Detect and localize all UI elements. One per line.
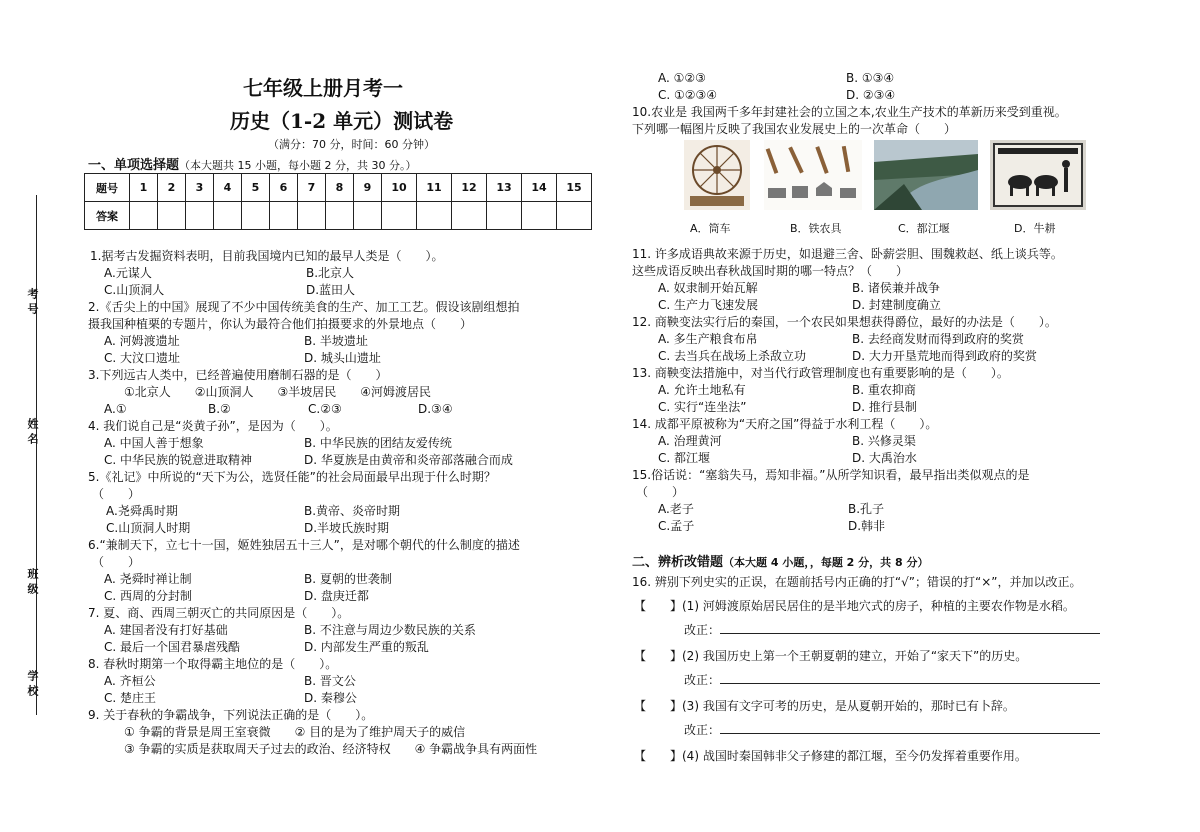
- q6-option-a[interactable]: A. 尧舜时禅让制: [104, 572, 192, 586]
- question-10-stem: 10.农业是 我国两千多年封建社会的立国之本,农业生产技术的革新历来受到重视。: [632, 105, 1067, 119]
- q16-correction-label-2: 改正：: [684, 673, 721, 687]
- q16-correction-line-1[interactable]: [720, 633, 1100, 634]
- label-exam-number: 考 号: [26, 288, 39, 314]
- q7-option-c[interactable]: C. 最后一个国君暴虐残酷: [104, 640, 241, 654]
- qnum-cell: 7: [298, 174, 326, 202]
- q14-option-a[interactable]: A. 治理黄河: [658, 434, 722, 448]
- question-15-stem: 15.俗话说：“塞翁失马，焉知非福。”从所学知识看，最早指出类似观点的是: [632, 468, 1030, 482]
- answer-cell[interactable]: [214, 202, 242, 230]
- q9-option-b[interactable]: B. ①③④: [846, 71, 895, 85]
- label-class: 班 级: [26, 568, 39, 594]
- answer-cell[interactable]: [417, 202, 452, 230]
- q10-option-d[interactable]: D．牛耕: [1014, 222, 1056, 235]
- section1-note: （本大题共 15 小题，每小题 2 分，共 30 分。）: [179, 159, 417, 172]
- answer-cell[interactable]: [298, 202, 326, 230]
- answer-cell[interactable]: [242, 202, 270, 230]
- question-6-stem: 6.“兼制天下，立七十一国，姬姓独居五十三人”，是对哪个朝代的什么制度的描述: [88, 538, 520, 552]
- question-3-stem-2: ①北京人 ②山顶洞人 ③半坡居民 ④河姆渡居民: [124, 385, 432, 399]
- q14-option-b[interactable]: B. 兴修灵渠: [852, 434, 916, 448]
- q12-option-a[interactable]: A. 多生产粮食布帛: [658, 332, 758, 346]
- question-4-stem: 4. 我们说自己是“炎黄子孙”，是因为（ ）。: [88, 419, 338, 433]
- q11-option-d[interactable]: D. 封建制度确立: [852, 298, 941, 312]
- q16-item-1: 【 】(1) 河姆渡原始居民居住的是半地穴式的房子，种植的主要农作物是水稻。: [634, 599, 1075, 613]
- question-9-stem-2: ① 争霸的背景是周王室衰微 ② 目的是为了维护周天子的威信: [124, 725, 466, 739]
- q3-option-d[interactable]: D.③④: [418, 402, 453, 416]
- label-name: 姓 名: [26, 418, 39, 444]
- answer-cell[interactable]: [487, 202, 522, 230]
- question-8-stem: 8. 春秋时期第一个取得霸主地位的是（ ）。: [88, 657, 338, 671]
- question-15-stem-2: （ ）: [636, 485, 685, 499]
- question-9-stem: 9. 关于春秋的争霸战争，下列说法正确的是（ ）。: [88, 708, 374, 722]
- qnum-cell: 10: [382, 174, 417, 202]
- answer-cell[interactable]: [382, 202, 417, 230]
- binding-line: [36, 195, 37, 715]
- qnum-cell: 12: [452, 174, 487, 202]
- q8-option-b[interactable]: B. 晋文公: [304, 674, 356, 688]
- section1-title: 一、单项选择题: [88, 158, 180, 173]
- question-12-stem: 12. 商鞅变法实行后的秦国，一个农民如果想获得爵位，最好的办法是（ ）。: [632, 315, 1057, 329]
- q15-option-b[interactable]: B.孔子: [848, 502, 885, 516]
- q4-option-d[interactable]: D. 华夏族是由黄帝和炎帝部落融合而成: [304, 453, 513, 467]
- answer-table: [84, 173, 592, 230]
- q9-option-d[interactable]: D. ②③④: [846, 88, 896, 102]
- dujiangyan-photo-icon: [874, 140, 978, 210]
- q5-option-c[interactable]: C.山顶洞人时期: [106, 521, 191, 535]
- q14-option-d[interactable]: D. 大禹治水: [852, 451, 917, 465]
- q12-option-d[interactable]: D. 大力开垦荒地而得到政府的奖赏: [852, 349, 1037, 363]
- question-10-stem-2: 下列哪一幅图片反映了我国农业发展史上的一次革命（ ）: [632, 122, 957, 136]
- q7-option-d[interactable]: D. 内部发生严重的叛乱: [304, 640, 429, 654]
- q5-option-d[interactable]: D.半坡氏族时期: [304, 521, 390, 535]
- q16-item-2: 【 】(2) 我国历史上第一个王朝夏朝的建立，开始了“家天下”的历史。: [634, 649, 1028, 663]
- q13-option-a[interactable]: A. 允许土地私有: [658, 383, 746, 397]
- q13-option-b[interactable]: B. 重农抑商: [852, 383, 916, 397]
- q2-option-a[interactable]: A. 河姆渡遗址: [104, 334, 180, 348]
- answer-cell[interactable]: [452, 202, 487, 230]
- q16-correction-label-1: 改正：: [684, 623, 721, 637]
- answer-cell[interactable]: [522, 202, 557, 230]
- qnum-cell: 8: [326, 174, 354, 202]
- q15-option-a[interactable]: A.老子: [658, 502, 694, 516]
- q7-option-b[interactable]: B. 不注意与周边少数民族的关系: [304, 623, 476, 637]
- q3-option-a[interactable]: A.①: [104, 402, 127, 416]
- q6-option-c[interactable]: C. 西周的分封制: [104, 589, 193, 603]
- q9-option-a[interactable]: A. ①②③: [658, 71, 706, 85]
- answer-cell[interactable]: [270, 202, 298, 230]
- exam-meta: （满分：70 分，时间：60 分钟）: [268, 138, 435, 151]
- qnum-cell: 3: [186, 174, 214, 202]
- q7-option-a[interactable]: A. 建国者没有打好基础: [104, 623, 228, 637]
- q6-option-b[interactable]: B. 夏朝的世袭制: [304, 572, 392, 586]
- q1-option-b[interactable]: B.北京人: [306, 266, 355, 280]
- q2-option-c[interactable]: C. 大汶口遗址: [104, 351, 181, 365]
- section2-heading: [632, 551, 928, 570]
- qnum-cell: 9: [354, 174, 382, 202]
- q6-option-d[interactable]: D. 盘庚迁都: [304, 589, 369, 603]
- q5-option-b[interactable]: B.黄帝、炎帝时期: [304, 504, 401, 518]
- q11-option-c[interactable]: C. 生产力飞速发展: [658, 298, 759, 312]
- qnum-cell: 15: [557, 174, 592, 202]
- question-13-stem: 13. 商鞅变法措施中，对当代行政管理制度也有重要影响的是（ ）。: [632, 366, 1009, 380]
- question-11-stem: 11. 许多成语典故来源于历史，如退避三舍、卧薪尝胆、围魏救赵、纸上谈兵等。: [632, 247, 1063, 261]
- answer-cell[interactable]: [557, 202, 592, 230]
- qnum-cell: 2: [158, 174, 186, 202]
- table-answer-label: 答案: [85, 202, 130, 230]
- question-14-stem: 14. 成都平原被称为“天府之国”得益于水利工程（ ）。: [632, 417, 938, 431]
- q3-option-b[interactable]: B.②: [208, 402, 231, 416]
- answer-cell[interactable]: [186, 202, 214, 230]
- q10-option-a[interactable]: A．筒车: [690, 222, 731, 235]
- q16-correction-line-2[interactable]: [720, 683, 1100, 684]
- question-9-stem-3: ③ 争霸的实质是获取周天子过去的政治、经济特权 ④ 争霸战争具有两面性: [124, 742, 538, 756]
- question-16-instruction: 16. 辨别下列史实的正误，在题前括号内正确的打“√”；错误的打“×”，并加以改正。: [632, 575, 1082, 589]
- q10-option-c[interactable]: C．都江堰: [898, 222, 950, 235]
- q15-option-d[interactable]: D.韩非: [848, 519, 886, 533]
- q16-item-4: 【 】(4) 战国时秦国韩非父子修建的都江堰，至今仍发挥着重要作用。: [634, 749, 1027, 763]
- q2-option-b[interactable]: B. 半坡遗址: [304, 334, 368, 348]
- q8-option-a[interactable]: A. 齐桓公: [104, 674, 156, 688]
- question-1-stem: 1.据考古发掘资料表明，目前我国境内已知的最早人类是（ ）。: [90, 249, 444, 263]
- answer-cell[interactable]: [130, 202, 158, 230]
- section1-heading: [88, 154, 417, 173]
- question-5-stem-2: （ ）: [92, 487, 141, 501]
- exam-title-line1: 七年级上册月考一: [243, 76, 403, 100]
- q16-correction-label-3: 改正：: [684, 723, 721, 737]
- q14-option-c[interactable]: C. 都江堰: [658, 451, 711, 465]
- q11-option-a[interactable]: A. 奴隶制开始瓦解: [658, 281, 758, 295]
- label-school: 学 校: [26, 670, 39, 696]
- answer-cell[interactable]: [354, 202, 382, 230]
- q11-option-b[interactable]: B. 诸侯兼并战争: [852, 281, 940, 295]
- question-7-stem: 7. 夏、商、西周三朝灭亡的共同原因是（ ）。: [88, 606, 350, 620]
- q13-option-d[interactable]: D. 推行县制: [852, 400, 917, 414]
- q1-option-c[interactable]: C.山顶洞人: [104, 283, 165, 297]
- question-6-stem-2: （ ）: [92, 555, 141, 569]
- answer-cell[interactable]: [326, 202, 354, 230]
- q1-option-d[interactable]: D.蓝田人: [306, 283, 356, 297]
- q16-item-3: 【 】(3) 我国有文字可考的历史，是从夏朝开始的，那时已有卜辞。: [634, 699, 1015, 713]
- question-11-stem-2: 这些成语反映出春秋战国时期的哪一特点？（ ）: [632, 264, 909, 278]
- section2-title: 二、辨析改错题: [632, 555, 724, 570]
- qnum-cell: 11: [417, 174, 452, 202]
- answer-cell[interactable]: [158, 202, 186, 230]
- q4-option-b[interactable]: B. 中华民族的团结友爱传统: [304, 436, 452, 450]
- q16-correction-line-3[interactable]: [720, 733, 1100, 734]
- qnum-cell: 13: [487, 174, 522, 202]
- question-3-stem: 3.下列远古人类中，已经普遍使用磨制石器的是（ ）: [88, 368, 388, 382]
- question-2-stem-2: 摄我国种植栗的专题片，你认为最符合他们拍摄要求的外景地点（ ）: [88, 317, 473, 331]
- answer-table-answer-row: [85, 202, 592, 230]
- waterwheel-illustration-icon: [684, 140, 750, 210]
- q8-option-d[interactable]: D. 秦穆公: [304, 691, 357, 705]
- question-5-stem: 5.《礼记》中所说的“天下为公，选贤任能”的社会局面最早出现于什么时期？: [88, 470, 496, 484]
- q1-option-a[interactable]: A.元谋人: [104, 266, 152, 280]
- answer-table-header-row: [85, 174, 592, 202]
- iron-tools-illustration-icon: [764, 140, 862, 210]
- qnum-cell: 5: [242, 174, 270, 202]
- exam-title-line2: 历史（1-2 单元）测试卷: [230, 109, 454, 133]
- q2-option-d[interactable]: D. 城头山遗址: [304, 351, 381, 365]
- qnum-cell: 4: [214, 174, 242, 202]
- qnum-cell: 6: [270, 174, 298, 202]
- question-2-stem: 2.《舌尖上的中国》展现了不少中国传统美食的生产、加工工艺。假设该剧组想拍: [88, 300, 520, 314]
- q13-option-c[interactable]: C. 实行“连坐法”: [658, 400, 747, 414]
- q4-option-c[interactable]: C. 中华民族的锐意进取精神: [104, 453, 253, 467]
- q15-option-c[interactable]: C.孟子: [658, 519, 695, 533]
- q4-option-a[interactable]: A. 中国人善于想象: [104, 436, 204, 450]
- q12-option-c[interactable]: C. 去当兵在战场上杀敌立功: [658, 349, 807, 363]
- q8-option-c[interactable]: C. 楚庄王: [104, 691, 157, 705]
- q9-option-c[interactable]: C. ①②③④: [658, 88, 718, 102]
- ox-plough-illustration-icon: [990, 140, 1086, 210]
- qnum-cell: 1: [130, 174, 158, 202]
- section2-note: （本大题 4 小题，，每题 2 分，共 8 分）: [723, 556, 929, 569]
- q5-option-a[interactable]: A.尧舜禹时期: [106, 504, 178, 518]
- qnum-cell: 14: [522, 174, 557, 202]
- q3-option-c[interactable]: C.②③: [308, 402, 342, 416]
- q10-option-b[interactable]: B．铁农具: [790, 222, 842, 235]
- q12-option-b[interactable]: B. 去经商发财而得到政府的奖赏: [852, 332, 1024, 346]
- table-header-label: 题号: [85, 174, 130, 202]
